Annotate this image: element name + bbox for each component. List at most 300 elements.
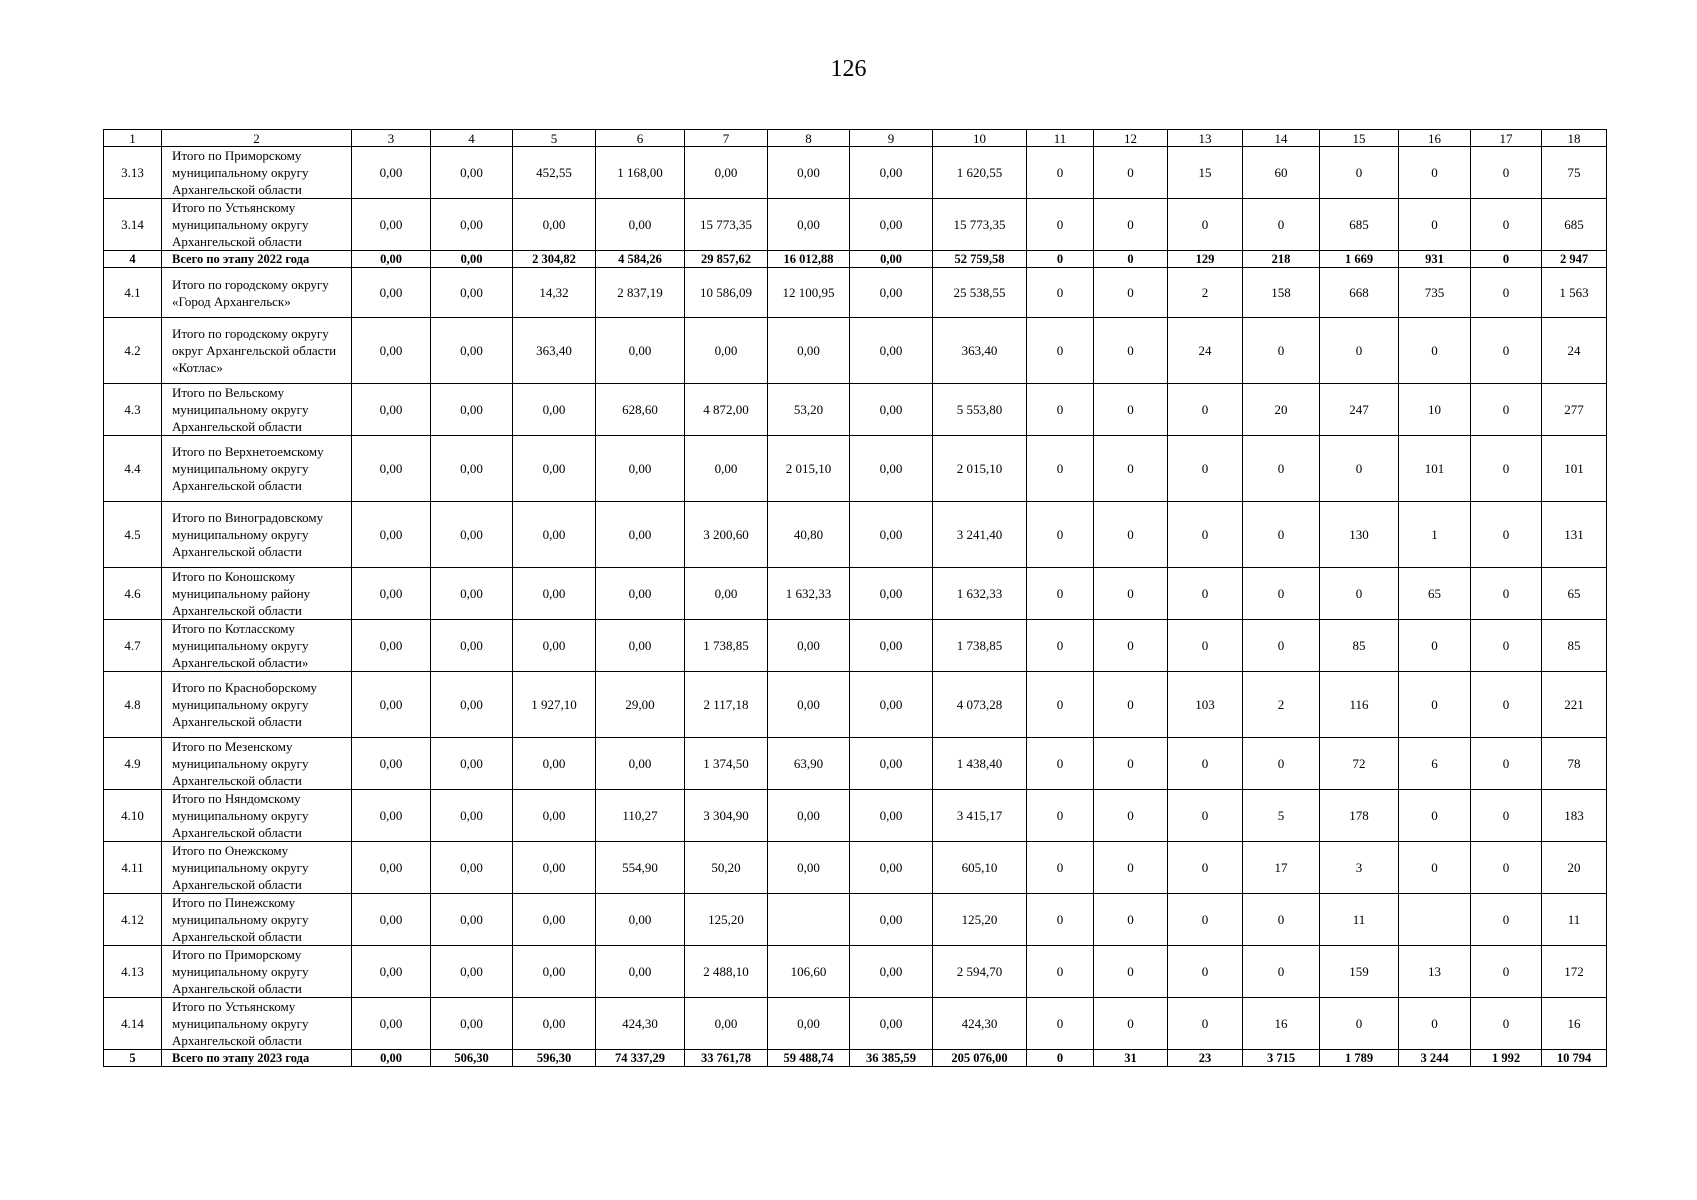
cell-value: 0 <box>1320 147 1399 199</box>
cell-value: 1 168,00 <box>596 147 685 199</box>
cell-value: 85 <box>1320 620 1399 672</box>
row-number: 4.6 <box>104 568 162 620</box>
row-number: 3.13 <box>104 147 162 199</box>
table-row <box>104 268 1607 318</box>
cell-value: 0 <box>1094 946 1168 998</box>
cell-value: 0,00 <box>431 672 513 738</box>
cell-value: 2 <box>1168 268 1243 318</box>
cell-value: 0,00 <box>431 568 513 620</box>
cell-value: 1 374,50 <box>685 738 768 790</box>
column-number: 11 <box>1027 130 1094 147</box>
cell-value: 0,00 <box>352 894 431 946</box>
cell-value: 0 <box>1027 946 1094 998</box>
cell-value: 0,00 <box>596 738 685 790</box>
table-row <box>104 894 1607 946</box>
cell-value: 0,00 <box>596 436 685 502</box>
cell-value: 125,20 <box>685 894 768 946</box>
cell-value: 0,00 <box>352 672 431 738</box>
cell-value: 5 553,80 <box>933 384 1027 436</box>
cell-value: 0 <box>1168 998 1243 1050</box>
row-label: Итого по Мезенскому муниципальному округу Архангельской области <box>162 738 352 790</box>
cell-value: 0 <box>1027 894 1094 946</box>
cell-value: 15 <box>1168 147 1243 199</box>
cell-value: 363,40 <box>933 318 1027 384</box>
table-row <box>104 946 1607 998</box>
cell-value: 218 <box>1243 251 1320 268</box>
cell-value: 424,30 <box>933 998 1027 1050</box>
row-label: Всего по этапу 2022 года <box>162 251 352 268</box>
cell-value: 129 <box>1168 251 1243 268</box>
cell-value: 131 <box>1542 502 1607 568</box>
cell-value: 2 304,82 <box>513 251 596 268</box>
cell-value: 59 488,74 <box>768 1050 850 1067</box>
cell-value: 452,55 <box>513 147 596 199</box>
cell-value: 0 <box>1094 384 1168 436</box>
cell-value: 2 015,10 <box>933 436 1027 502</box>
cell-value: 0 <box>1027 738 1094 790</box>
cell-value: 0,00 <box>768 998 850 1050</box>
cell-value: 116 <box>1320 672 1399 738</box>
cell-value: 0 <box>1320 568 1399 620</box>
table-row <box>104 147 1607 199</box>
total-row <box>104 1050 1607 1067</box>
row-number: 4.7 <box>104 620 162 672</box>
cell-value: 0 <box>1243 436 1320 502</box>
cell-value: 101 <box>1399 436 1471 502</box>
cell-value: 0,00 <box>431 268 513 318</box>
row-number: 4.5 <box>104 502 162 568</box>
cell-value: 5 <box>1243 790 1320 842</box>
cell-value: 0,00 <box>431 998 513 1050</box>
cell-value: 0 <box>1471 998 1542 1050</box>
cell-value: 0,00 <box>513 790 596 842</box>
cell-value: 0 <box>1471 436 1542 502</box>
cell-value: 1 789 <box>1320 1050 1399 1067</box>
cell-value: 0,00 <box>850 384 933 436</box>
cell-value: 0 <box>1168 568 1243 620</box>
cell-value: 0 <box>1243 199 1320 251</box>
page-number: 126 <box>830 56 867 82</box>
data-table <box>103 129 1607 1067</box>
cell-value: 0 <box>1471 568 1542 620</box>
cell-value: 0,00 <box>513 502 596 568</box>
cell-value: 50,20 <box>685 842 768 894</box>
cell-value: 0,00 <box>685 998 768 1050</box>
cell-value: 0 <box>1168 502 1243 568</box>
row-number: 4.10 <box>104 790 162 842</box>
row-label: Итого по городскому округу «Город Архангельск» <box>162 268 352 318</box>
cell-value: 1 438,40 <box>933 738 1027 790</box>
cell-value: 0,00 <box>685 318 768 384</box>
cell-value: 103 <box>1168 672 1243 738</box>
cell-value: 221 <box>1542 672 1607 738</box>
cell-value: 0,00 <box>513 842 596 894</box>
cell-value: 363,40 <box>513 318 596 384</box>
cell-value: 0,00 <box>850 251 933 268</box>
row-label: Итого по Виноградовскому муниципальному округу Архангельской области <box>162 502 352 568</box>
cell-value: 13 <box>1399 946 1471 998</box>
cell-value: 0,00 <box>513 568 596 620</box>
cell-value: 11 <box>1320 894 1399 946</box>
table-row <box>104 790 1607 842</box>
cell-value: 0,00 <box>513 199 596 251</box>
cell-value: 0,00 <box>850 738 933 790</box>
cell-value: 2 117,18 <box>685 672 768 738</box>
cell-value: 31 <box>1094 1050 1168 1067</box>
cell-value: 0,00 <box>431 384 513 436</box>
cell-value: 0,00 <box>352 199 431 251</box>
cell-value: 0 <box>1027 1050 1094 1067</box>
cell-value: 0 <box>1094 502 1168 568</box>
cell-value: 0 <box>1399 998 1471 1050</box>
cell-value: 0 <box>1168 384 1243 436</box>
cell-value: 0 <box>1471 384 1542 436</box>
cell-value: 0,00 <box>850 946 933 998</box>
cell-value: 0,00 <box>352 268 431 318</box>
cell-value: 0 <box>1094 251 1168 268</box>
cell-value: 63,90 <box>768 738 850 790</box>
cell-value: 125,20 <box>933 894 1027 946</box>
cell-value: 0,00 <box>850 790 933 842</box>
cell-value: 0,00 <box>850 147 933 199</box>
cell-value: 0,00 <box>596 894 685 946</box>
table-row <box>104 620 1607 672</box>
cell-value: 15 773,35 <box>685 199 768 251</box>
cell-value: 0,00 <box>768 620 850 672</box>
cell-value: 0,00 <box>513 738 596 790</box>
cell-value: 0 <box>1027 318 1094 384</box>
cell-value: 52 759,58 <box>933 251 1027 268</box>
cell-value: 65 <box>1399 568 1471 620</box>
column-number: 9 <box>850 130 933 147</box>
row-label: Итого по Приморскому муниципальному округу Архангельской области <box>162 147 352 199</box>
cell-value: 11 <box>1542 894 1607 946</box>
cell-value: 0,00 <box>850 568 933 620</box>
cell-value: 1 632,33 <box>933 568 1027 620</box>
cell-value: 0 <box>1094 436 1168 502</box>
cell-value: 29,00 <box>596 672 685 738</box>
cell-value: 0 <box>1027 672 1094 738</box>
row-number: 4.9 <box>104 738 162 790</box>
cell-value: 735 <box>1399 268 1471 318</box>
cell-value: 0,00 <box>850 998 933 1050</box>
cell-value: 0,00 <box>596 620 685 672</box>
cell-value: 0,00 <box>596 318 685 384</box>
cell-value: 16 012,88 <box>768 251 850 268</box>
cell-value: 0,00 <box>431 251 513 268</box>
cell-value: 0 <box>1399 672 1471 738</box>
table-row <box>104 436 1607 502</box>
cell-value: 0 <box>1243 894 1320 946</box>
column-number: 15 <box>1320 130 1399 147</box>
cell-value: 0 <box>1094 268 1168 318</box>
cell-value: 0 <box>1471 502 1542 568</box>
cell-value: 2 594,70 <box>933 946 1027 998</box>
cell-value: 0,00 <box>768 147 850 199</box>
cell-value: 12 100,95 <box>768 268 850 318</box>
cell-value: 3 304,90 <box>685 790 768 842</box>
cell-value: 0,00 <box>768 672 850 738</box>
cell-value: 596,30 <box>513 1050 596 1067</box>
cell-value: 3 200,60 <box>685 502 768 568</box>
column-number-row <box>104 130 1607 147</box>
cell-value: 0 <box>1471 738 1542 790</box>
cell-value: 0 <box>1399 842 1471 894</box>
cell-value: 0 <box>1320 998 1399 1050</box>
cell-value: 0,00 <box>352 842 431 894</box>
cell-value: 0,00 <box>513 998 596 1050</box>
cell-value: 110,27 <box>596 790 685 842</box>
cell-value: 0 <box>1168 842 1243 894</box>
cell-value: 101 <box>1542 436 1607 502</box>
row-label: Итого по Коношскому муниципальному району Архангельской области <box>162 568 352 620</box>
table-row <box>104 384 1607 436</box>
cell-value: 0 <box>1094 790 1168 842</box>
cell-value: 0,00 <box>596 199 685 251</box>
cell-value: 6 <box>1399 738 1471 790</box>
cell-value: 0,00 <box>431 738 513 790</box>
column-number: 1 <box>104 130 162 147</box>
cell-value: 0 <box>1027 502 1094 568</box>
cell-value: 0 <box>1027 384 1094 436</box>
cell-value: 10 586,09 <box>685 268 768 318</box>
cell-value: 65 <box>1542 568 1607 620</box>
cell-value: 0 <box>1243 318 1320 384</box>
cell-value: 205 076,00 <box>933 1050 1027 1067</box>
cell-value: 0 <box>1027 842 1094 894</box>
cell-value: 0 <box>1471 147 1542 199</box>
cell-value: 0,00 <box>352 147 431 199</box>
cell-value: 0,00 <box>768 790 850 842</box>
cell-value: 40,80 <box>768 502 850 568</box>
cell-value: 1 620,55 <box>933 147 1027 199</box>
cell-value: 78 <box>1542 738 1607 790</box>
cell-value: 0,00 <box>850 502 933 568</box>
column-number: 2 <box>162 130 352 147</box>
cell-value: 20 <box>1243 384 1320 436</box>
cell-value: 0 <box>1027 147 1094 199</box>
cell-value: 685 <box>1320 199 1399 251</box>
cell-value: 0 <box>1471 894 1542 946</box>
cell-value: 0,00 <box>352 738 431 790</box>
row-label: Итого по Устьянскому муниципальному округу Архангельской области <box>162 998 352 1050</box>
cell-value: 0,00 <box>352 620 431 672</box>
cell-value: 0 <box>1320 436 1399 502</box>
cell-value: 85 <box>1542 620 1607 672</box>
cell-value: 3 415,17 <box>933 790 1027 842</box>
cell-value: 0,00 <box>431 842 513 894</box>
cell-value: 0,00 <box>431 318 513 384</box>
column-number: 18 <box>1542 130 1607 147</box>
table-row <box>104 568 1607 620</box>
cell-value: 10 794 <box>1542 1050 1607 1067</box>
cell-value: 0 <box>1471 672 1542 738</box>
cell-value: 0 <box>1027 251 1094 268</box>
cell-value: 183 <box>1542 790 1607 842</box>
cell-value: 0,00 <box>768 842 850 894</box>
cell-value: 72 <box>1320 738 1399 790</box>
cell-value: 685 <box>1542 199 1607 251</box>
cell-value: 24 <box>1542 318 1607 384</box>
cell-value: 0 <box>1168 436 1243 502</box>
cell-value: 0 <box>1399 147 1471 199</box>
cell-value: 0,00 <box>513 384 596 436</box>
cell-value: 0,00 <box>850 672 933 738</box>
row-number: 4.12 <box>104 894 162 946</box>
cell-value: 17 <box>1243 842 1320 894</box>
cell-value: 0 <box>1243 738 1320 790</box>
cell-value: 0,00 <box>352 384 431 436</box>
cell-value: 0 <box>1027 790 1094 842</box>
cell-value: 0 <box>1168 199 1243 251</box>
cell-value: 0,00 <box>352 436 431 502</box>
column-number: 7 <box>685 130 768 147</box>
row-number: 4.4 <box>104 436 162 502</box>
cell-value: 0,00 <box>850 268 933 318</box>
total-row <box>104 251 1607 268</box>
cell-value: 0 <box>1027 436 1094 502</box>
cell-value: 178 <box>1320 790 1399 842</box>
cell-value: 0 <box>1243 568 1320 620</box>
cell-value: 0 <box>1168 894 1243 946</box>
cell-value: 0 <box>1094 672 1168 738</box>
column-number: 17 <box>1471 130 1542 147</box>
row-label: Итого по Устьянскому муниципальному округу Архангельской области <box>162 199 352 251</box>
cell-value: 0 <box>1471 318 1542 384</box>
cell-value: 0 <box>1094 620 1168 672</box>
row-number: 4.13 <box>104 946 162 998</box>
column-number: 3 <box>352 130 431 147</box>
cell-value: 277 <box>1542 384 1607 436</box>
cell-value: 16 <box>1243 998 1320 1050</box>
cell-value: 0,00 <box>431 147 513 199</box>
cell-value: 106,60 <box>768 946 850 998</box>
cell-value: 0,00 <box>685 568 768 620</box>
table-row <box>104 842 1607 894</box>
cell-value: 0 <box>1027 568 1094 620</box>
cell-value: 0 <box>1094 894 1168 946</box>
row-number: 4.14 <box>104 998 162 1050</box>
row-number: 4 <box>104 251 162 268</box>
cell-value: 0,00 <box>352 1050 431 1067</box>
cell-value: 159 <box>1320 946 1399 998</box>
cell-value: 0 <box>1027 998 1094 1050</box>
table-row <box>104 998 1607 1050</box>
cell-value: 1 669 <box>1320 251 1399 268</box>
cell-value: 0 <box>1471 199 1542 251</box>
cell-value: 29 857,62 <box>685 251 768 268</box>
cell-value: 2 488,10 <box>685 946 768 998</box>
cell-value: 247 <box>1320 384 1399 436</box>
cell-value: 74 337,29 <box>596 1050 685 1067</box>
column-number: 16 <box>1399 130 1471 147</box>
cell-value: 4 073,28 <box>933 672 1027 738</box>
cell-value: 2 <box>1243 672 1320 738</box>
table-row <box>104 318 1607 384</box>
cell-value: 0,00 <box>513 620 596 672</box>
cell-value: 0,00 <box>352 998 431 1050</box>
cell-value: 0,00 <box>596 946 685 998</box>
cell-value: 0 <box>1094 568 1168 620</box>
row-number: 4.1 <box>104 268 162 318</box>
cell-value: 0 <box>1094 147 1168 199</box>
cell-value: 158 <box>1243 268 1320 318</box>
row-number: 3.14 <box>104 199 162 251</box>
row-label: Итого по Приморскому муниципальному округу Архангельской области <box>162 946 352 998</box>
cell-value: 14,32 <box>513 268 596 318</box>
cell-value: 20 <box>1542 842 1607 894</box>
cell-value: 3 244 <box>1399 1050 1471 1067</box>
cell-value: 0 <box>1471 790 1542 842</box>
cell-value: 0,00 <box>352 318 431 384</box>
cell-value: 0,00 <box>850 199 933 251</box>
cell-value: 4 872,00 <box>685 384 768 436</box>
column-number: 14 <box>1243 130 1320 147</box>
column-number: 12 <box>1094 130 1168 147</box>
cell-value: 0,00 <box>596 502 685 568</box>
cell-value: 605,10 <box>933 842 1027 894</box>
column-number: 13 <box>1168 130 1243 147</box>
cell-value: 0,00 <box>596 568 685 620</box>
cell-value: 0 <box>1399 790 1471 842</box>
cell-value: 0 <box>1027 268 1094 318</box>
cell-value: 0 <box>1168 946 1243 998</box>
cell-value: 506,30 <box>431 1050 513 1067</box>
cell-value: 0,00 <box>431 620 513 672</box>
cell-value: 16 <box>1542 998 1607 1050</box>
row-number: 4.3 <box>104 384 162 436</box>
cell-value: 0 <box>1168 620 1243 672</box>
row-label: Итого по городскому округу округ Архангельской области «Котлас» <box>162 318 352 384</box>
cell-value: 0 <box>1471 268 1542 318</box>
row-number: 4.8 <box>104 672 162 738</box>
cell-value: 3 <box>1320 842 1399 894</box>
cell-value: 0 <box>1027 199 1094 251</box>
cell-value: 0,00 <box>513 894 596 946</box>
row-label: Итого по Няндомскому муниципальному округу Архангельской области <box>162 790 352 842</box>
cell-value: 0 <box>1094 738 1168 790</box>
table-body <box>104 147 1607 1067</box>
row-number: 5 <box>104 1050 162 1067</box>
cell-value: 0,00 <box>431 946 513 998</box>
cell-value: 0,00 <box>850 894 933 946</box>
cell-value: 0,00 <box>850 620 933 672</box>
cell-value: 130 <box>1320 502 1399 568</box>
cell-value: 1 738,85 <box>933 620 1027 672</box>
cell-value: 0,00 <box>768 199 850 251</box>
cell-value: 0 <box>1094 199 1168 251</box>
cell-value: 0 <box>1471 251 1542 268</box>
row-label: Всего по этапу 2023 года <box>162 1050 352 1067</box>
cell-value: 0,00 <box>431 199 513 251</box>
cell-value: 3 241,40 <box>933 502 1027 568</box>
column-number: 8 <box>768 130 850 147</box>
cell-value: 10 <box>1399 384 1471 436</box>
cell-value <box>1399 894 1471 946</box>
row-number: 4.11 <box>104 842 162 894</box>
cell-value: 0,00 <box>352 946 431 998</box>
cell-value: 2 015,10 <box>768 436 850 502</box>
cell-value: 0 <box>1168 790 1243 842</box>
row-label: Итого по Онежскому муниципальному округу Архангельской области <box>162 842 352 894</box>
cell-value: 931 <box>1399 251 1471 268</box>
cell-value: 1 563 <box>1542 268 1607 318</box>
column-number: 10 <box>933 130 1027 147</box>
cell-value: 0 <box>1094 998 1168 1050</box>
cell-value: 0 <box>1471 620 1542 672</box>
table-row <box>104 672 1607 738</box>
cell-value: 554,90 <box>596 842 685 894</box>
